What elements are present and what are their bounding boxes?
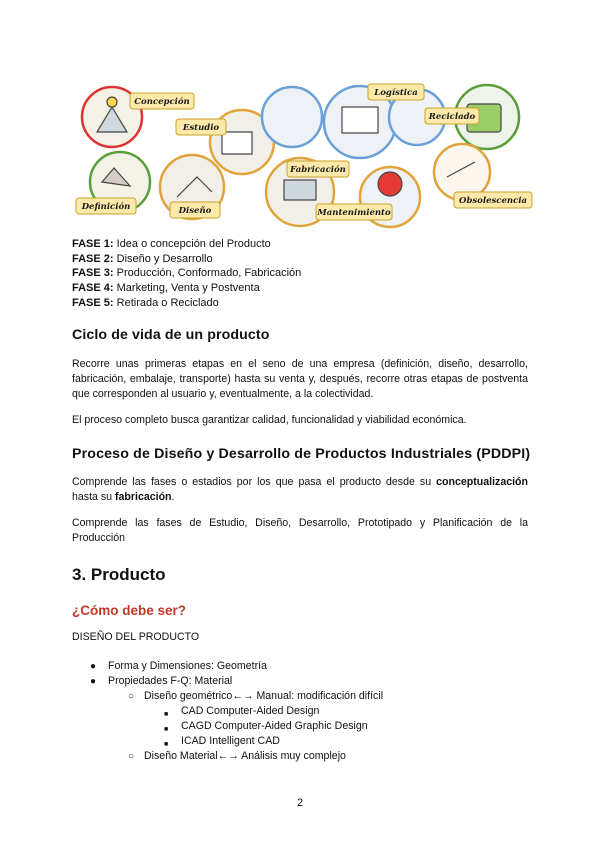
phase-item: FASE 5: Retirada o Reciclado — [72, 296, 219, 309]
tag-obsolescencia: Obsolescencia — [459, 196, 527, 206]
producto-question: ¿Cómo debe ser? — [72, 603, 187, 618]
tag-estudio: Estudio — [182, 123, 220, 133]
producto-bullet-list — [72, 659, 383, 764]
list-item: ■ CAGD Computer-Aided Graphic Design — [164, 720, 368, 733]
ciclo-paragraph-2: El proceso completo busca garantizar calidad, funcionalidad y viabilidad económica. — [72, 414, 467, 426]
tag-fabricacion: Fabricación — [290, 165, 346, 175]
list-item: ○ Diseño Material←→ Análisis muy complejo — [128, 750, 346, 762]
ciclo-paragraph-1: Recorre unas primeras etapas en el seno de una empresa (definición, diseño, desarrollo, fabricación, embalaje, transporte) hasta su venta y, después, recorre otras etapas de postventa que corresponden al usuario y, eventualmente, a la colectividad. — [72, 358, 528, 400]
tag-mantenimiento: Mantenimiento — [317, 208, 391, 218]
tag-definicion: Definición — [81, 202, 131, 212]
pddpi-paragraph-2: Comprende las fases de Estudio, Diseño, Desarrollo, Prototipado y Planificación de la Producción — [72, 517, 528, 544]
producto-heading: 3. Producto — [72, 565, 166, 584]
list-item: ● Propiedades F-Q: Material — [90, 675, 233, 687]
page-number: 2 — [296, 797, 304, 809]
tag-logistica: Logística — [374, 88, 418, 98]
diseno-producto-subheading: DISEÑO DEL PRODUCTO — [72, 631, 200, 643]
tag-diseno: Diseño — [178, 206, 212, 216]
phase-item: FASE 1: Idea o concepción del Producto — [72, 238, 271, 250]
pddpi-heading: Proceso de Diseño y Desarrollo de Productos Industriales (PDDPI) — [72, 446, 531, 462]
phase-item: FASE 4: Marketing, Venta y Postventa — [72, 282, 260, 295]
list-item: ○ Diseño geométrico←→ Manual: modificación difícil — [128, 690, 384, 702]
tag-concepcion: Concepción — [134, 97, 190, 107]
pddpi-paragraph-1: Comprende las fases o estadios por los que pasa el producto desde su conceptualización hasta su fabricación. — [72, 476, 528, 503]
phases-list — [72, 237, 301, 311]
list-item: ■ CAD Computer-Aided Design — [164, 705, 320, 718]
list-item: ● Forma y Dimensiones: Geometría — [90, 660, 267, 672]
list-item: ■ ICAD Intelligent CAD — [164, 735, 280, 748]
ciclo-heading: Ciclo de vida de un producto — [72, 327, 270, 343]
life-cycle-illustration — [72, 72, 534, 230]
phase-item: FASE 3: Producción, Conformado, Fabricación — [72, 267, 302, 280]
tag-reciclado: Reciclado — [428, 112, 476, 122]
phase-item: FASE 2: Diseño y Desarrollo — [72, 252, 213, 265]
